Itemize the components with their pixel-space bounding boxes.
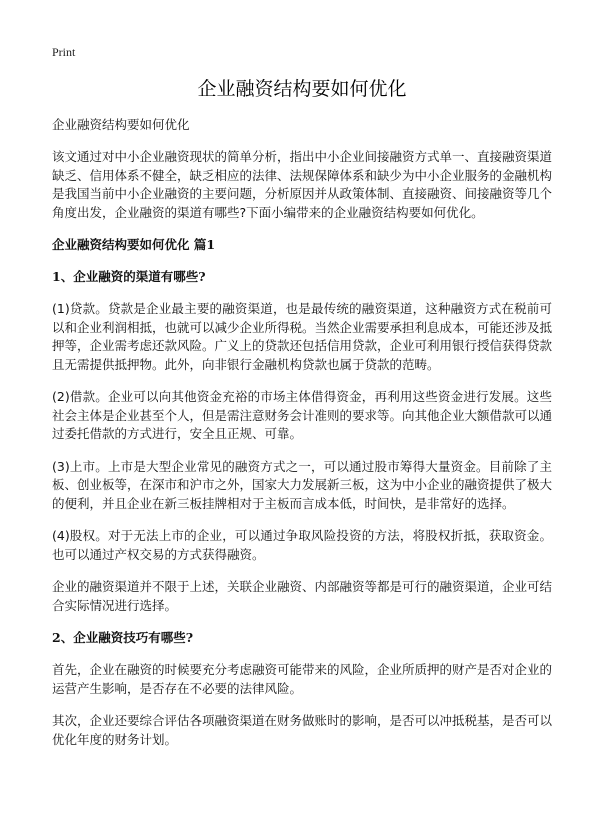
paragraph-borrowing: (2)借款。企业可以向其他资金充裕的市场主体借得资金，再利用这些资金进行发展。这些社会主体是企业甚至个人，但是需注意财务会计准则的要求等。向其他企业大额借款可以通过委托借款的方式进行，安全且正规、可靠。 <box>52 389 553 441</box>
paragraph-first: 首先，企业在融资的时候要充分考虑融资可能带来的风险，企业所质押的财产是否对企业的运营产生影响，是否存在不必要的法律风险。 <box>52 662 553 696</box>
document-subtitle: 企业融资结构要如何优化 <box>52 117 190 132</box>
intro-paragraph: 该文通过对中小企业融资现状的简单分析，指出中小企业间接融资方式单一、直接融资渠道缺乏、信用体系不健全，缺乏相应的法律、法规保障体系和缺少为中小企业服务的金融机构是我国当前中小企业融资的主要问题，分析原因并从政策体制、直接融资、间接融资等几个角度出发，企业融资的渠道有哪些?下面小编带来的企业融资结构要如何优化。 <box>52 149 553 220</box>
print-link[interactable]: Print <box>52 45 76 59</box>
paragraph-summary: 企业的融资渠道并不限于上述，关联企业融资、内部融资等都是可行的融资渠道，企业可结合实际情况进行选择。 <box>52 579 553 613</box>
page-title: 企业融资结构要如何优化 <box>197 78 407 100</box>
paragraph-loan: (1)贷款。贷款是企业最主要的融资渠道，也是最传统的融资渠道，这种融资方式在税前可以和企业利润相抵，也就可以减少企业所得税。当然企业需要承担利息成本，可能还涉及抵押等，企业需考虑还款风险。广义上的贷款还包括信用贷款，企业可利用银行授信获得贷款且无需提供抵押物。此外，向非银行金融机构贷款也属于贷款的范畴。 <box>52 301 553 372</box>
paragraph-listing: (3)上市。上市是大型企业常见的融资方式之一，可以通过股市筹得大量资金。目前除了主板、创业板等，在深市和沪市之外，国家大力发展新三板，这为中小企业的融资提供了极大的便利，并且企业在新三板挂牌相对于主板而言成本低，时间快，是非常好的选择。 <box>52 458 553 511</box>
document-page <box>52 44 552 763</box>
question-heading-1: 1、企业融资的渠道有哪些? <box>52 269 206 284</box>
question-heading-2: 2、企业融资技巧有哪些? <box>52 630 194 645</box>
section-heading: 企业融资结构要如何优化 篇1 <box>52 237 216 252</box>
paragraph-equity: (4)股权。对于无法上市的企业，可以通过争取风险投资的方法，将股权折抵，获取资金。也可以通过产权交易的方式获得融资。 <box>52 528 552 562</box>
paragraph-second: 其次，企业还要综合评估各项融资渠道在财务做账时的影响，是否可以冲抵税基，是否可以优化年度的财务计划。 <box>52 713 553 747</box>
